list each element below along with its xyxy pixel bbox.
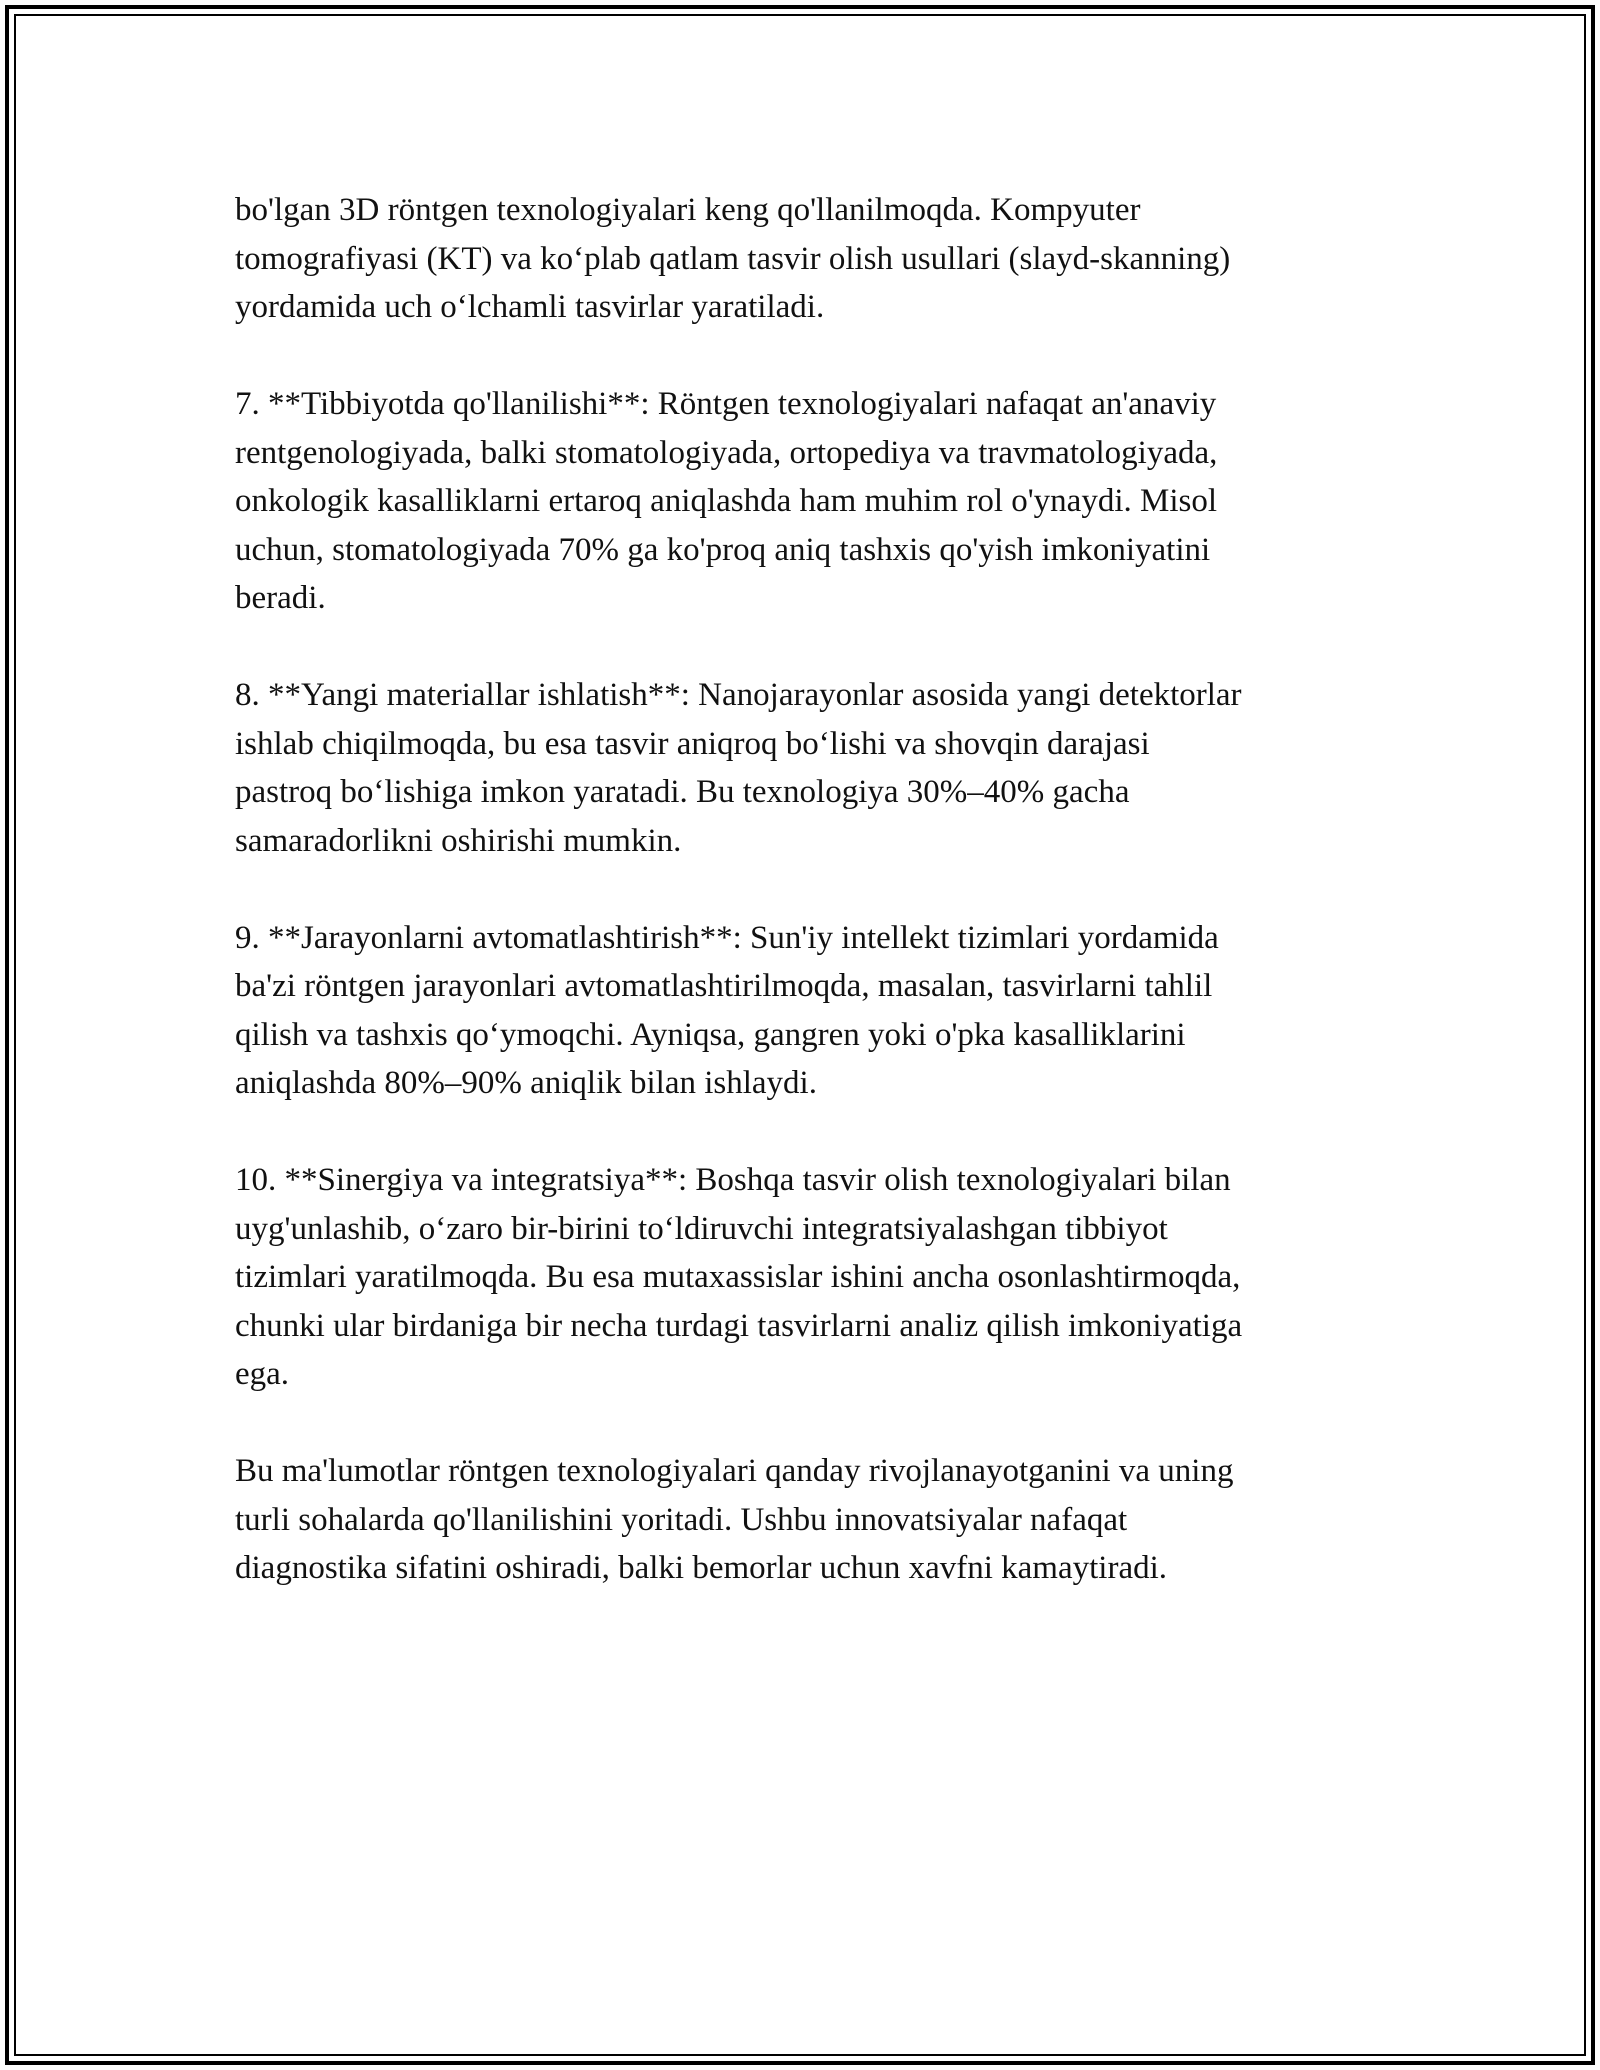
paragraph-3d-xray-intro: bo'lgan 3D röntgen texnologiyalari keng qo'llanilmoqda. Kompyuter tomografiyasi (KT) va ko‘plab qatlam tasvir olish usullari (slayd-skanning) yordamida uch o‘lchamli tasvirlar yaratiladi.: [235, 192, 1231, 325]
paragraph-item-9-automation: 9. **Jarayonlarni avtomatlashtirish**: Sun'iy intellekt tizimlari yordamida ba'zi röntgen jarayonlari avtomatlashtirilmoqda, masalan, tasvirlarni tahlil qilish va tashxis qo‘ymoqchi. Ayniqsa, gangren yoki o'pka kasalliklarini aniqlashda 80%–90% aniqlik bilan ishlaydi.: [235, 919, 1219, 1101]
document-body: [235, 186, 1375, 1641]
paragraph-item-10-synergy: 10. **Sinergiya va integratsiya**: Boshqa tasvir olish texnologiyalari bilan uyg'unlashib, o‘zaro bir-birini to‘ldiruvchi integratsiyalashgan tibbiyot tizimlari yaratilmoqda. Bu esa mutaxassislar ishini ancha osonlashtirmoqda, chunki ular birdaniga bir necha turdagi tasvirlarni analiz qilish imkoniyatiga ega.: [235, 1162, 1243, 1392]
paragraph-item-8-new-materials: 8. **Yangi materiallar ishlatish**: Nanojarayonlar asosida yangi detektorlar ishlab chiqilmoqda, bu esa tasvir aniqroq bo‘lishi va shovqin darajasi pastroq bo‘lishiga imkon yaratadi. Bu texnologiya 30%–40% gacha samaradorlikni oshirishi mumkin.: [235, 677, 1242, 859]
paragraph-item-7-medical-use: 7. **Tibbiyotda qo'llanilishi**: Röntgen texnologiyalari nafaqat an'anaviy rentgenologiyada, balki stomatologiyada, ortopediya va travmatologiyada, onkologik kasalliklarni ertaroq aniqlashda ham muhim rol o'ynaydi. Misol uchun, stomatologiyada 70% ga ko'proq aniq tashxis qo'yish imkoniyatini beradi.: [235, 386, 1218, 616]
paragraph-conclusion: Bu ma'lumotlar röntgen texnologiyalari qanday rivojlanayotganini va uning turli sohalarda qo'llanilishini yoritadi. Ushbu innovatsiyalar nafaqat diagnostika sifatini oshiradi, balki bemorlar uchun xavfni kamaytiradi.: [235, 1453, 1234, 1586]
